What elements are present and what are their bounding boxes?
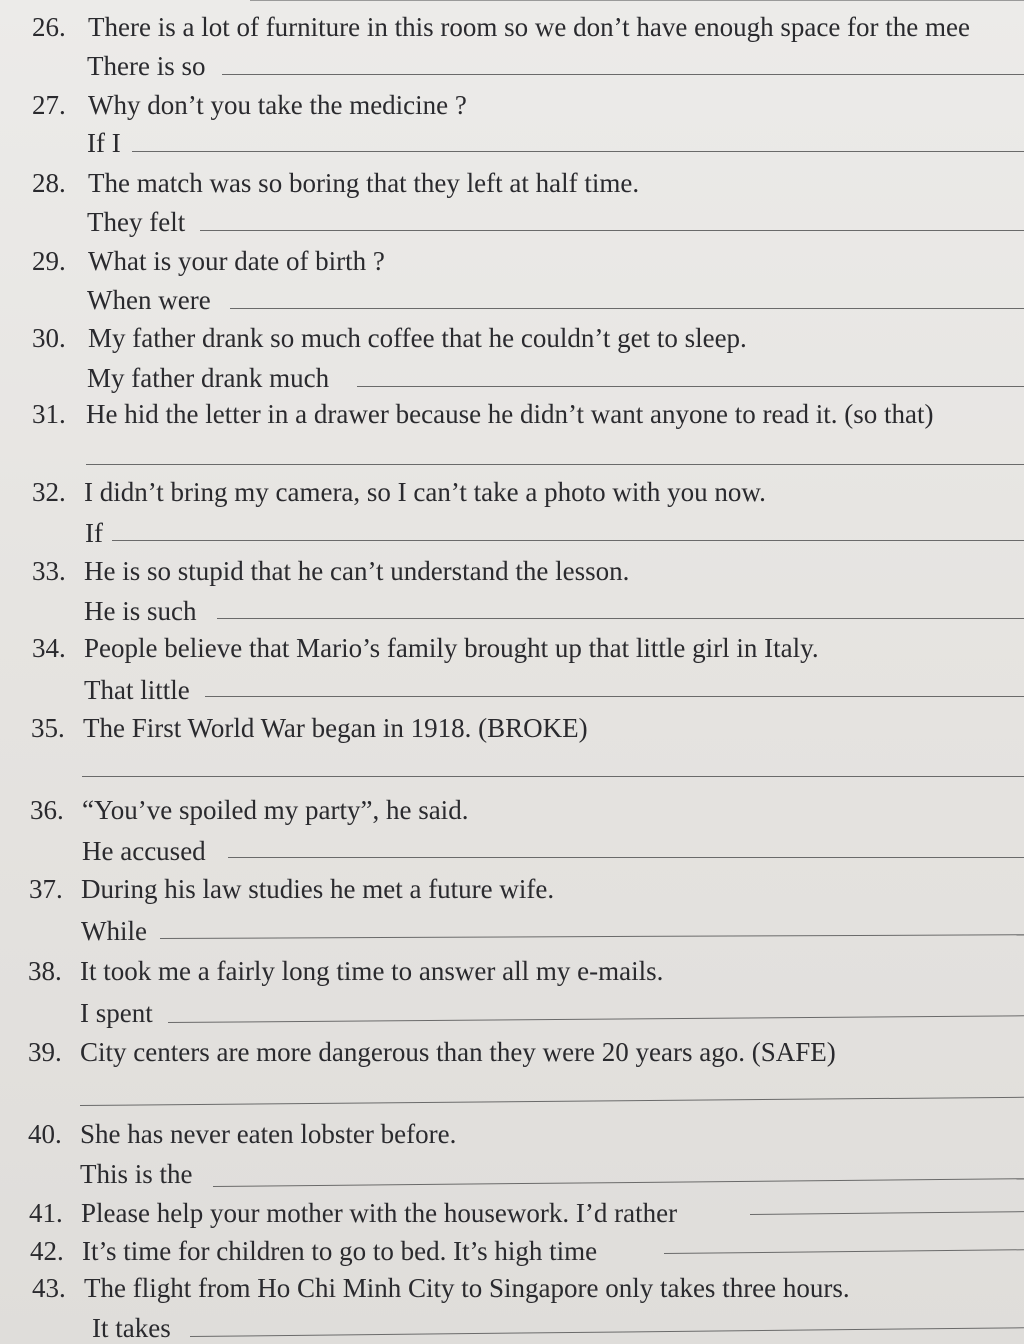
answer-prompt: That little — [84, 675, 190, 705]
exercise-sentence: City centers are more dangerous than they were 20 years ago. (SAFE) — [80, 1037, 836, 1067]
exercise-number: 34. — [32, 633, 66, 663]
exercise-number: 42. — [30, 1236, 64, 1266]
answer-blank[interactable] — [112, 540, 1024, 541]
exercise-27 — [32, 89, 467, 121]
answer-blank[interactable] — [205, 696, 1024, 697]
answer-blank[interactable] — [200, 230, 1024, 231]
answer-prompt: My father drank much — [87, 363, 330, 393]
answer-prompt: If I — [87, 128, 121, 158]
exercise-sentence: During his law studies he met a future wife. — [81, 874, 555, 904]
exercise-29 — [32, 245, 385, 277]
exercise-sentence: He hid the letter in a drawer because he didn’t want anyone to read it. (so that) — [86, 399, 934, 429]
exercise-40 — [28, 1118, 456, 1150]
exercise-sentence: Please help your mother with the housework. I’d rather — [81, 1198, 678, 1228]
top-rule — [250, 0, 1024, 1]
answer-blank[interactable] — [213, 1178, 1024, 1187]
exercise-number: 28. — [32, 168, 66, 198]
exercise-sentence: “You’ve spoiled my party”, he said. — [82, 795, 469, 825]
exercise-number: 37. — [29, 874, 63, 904]
exercise-sentence: The match was so boring that they left at half time. — [88, 168, 640, 198]
exercise-sentence: It’s time for children to go to bed. It’s high time — [82, 1236, 598, 1266]
exercise-number: 31. — [32, 399, 66, 429]
exercise-number: 26. — [32, 12, 66, 42]
exercise-sentence: I didn’t bring my camera, so I can’t take a photo with you now. — [84, 477, 766, 507]
exercise-37 — [29, 873, 554, 905]
exercise-34 — [32, 632, 819, 664]
exercise-number: 41. — [29, 1198, 63, 1228]
answer-blank[interactable] — [230, 308, 1024, 309]
exercise-number: 30. — [32, 323, 66, 353]
exercise-sentence: People believe that Mario’s family brought up that little girl in Italy. — [84, 633, 819, 663]
exercise-39 — [28, 1036, 836, 1068]
answer-blank[interactable] — [750, 1211, 1024, 1215]
exercise-number: 40. — [28, 1119, 62, 1149]
answer-prompt: When were — [87, 285, 211, 315]
exercise-number: 36. — [30, 795, 64, 825]
answer-blank[interactable] — [357, 386, 1024, 387]
exercise-38 — [28, 955, 663, 987]
exercise-26 — [32, 11, 970, 43]
exercise-sentence: What is your date of birth ? — [88, 246, 385, 276]
exercise-sentence: There is a lot of furniture in this room so we don’t have enough space for the mee — [88, 12, 970, 42]
exercise-28 — [32, 167, 639, 199]
answer-prompt: He accused — [82, 836, 206, 866]
answer-blank[interactable] — [190, 1327, 1024, 1337]
exercise-number: 43. — [32, 1273, 66, 1303]
exercise-number: 38. — [28, 956, 62, 986]
answer-blank[interactable] — [228, 857, 1024, 858]
answer-blank[interactable] — [217, 618, 1024, 619]
exercise-30 — [32, 322, 747, 354]
exercise-43 — [32, 1272, 850, 1304]
answer-blank[interactable] — [222, 74, 1024, 75]
answer-prompt: He is such — [84, 596, 197, 626]
answer-prompt: While — [81, 916, 147, 946]
answer-blank[interactable] — [664, 1249, 1024, 1254]
exercise-sentence: She has never eaten lobster before. — [80, 1119, 457, 1149]
exercise-36 — [30, 794, 468, 826]
exercise-35 — [31, 712, 588, 744]
exercise-number: 35. — [31, 713, 65, 743]
answer-blank[interactable] — [80, 1097, 1024, 1106]
exercise-41 — [29, 1197, 677, 1229]
answer-blank[interactable] — [132, 151, 1024, 152]
answer-prompt: There is so — [87, 51, 206, 81]
exercise-sentence: The flight from Ho Chi Minh City to Singapore only takes three hours. — [84, 1273, 850, 1303]
exercise-number: 27. — [32, 90, 66, 120]
answer-prompt: If — [85, 518, 103, 548]
exercise-sentence: It took me a fairly long time to answer all my e-mails. — [80, 956, 664, 986]
exercise-33 — [32, 555, 629, 587]
exercise-number: 39. — [28, 1037, 62, 1067]
answer-prompt: It takes — [92, 1313, 171, 1343]
exercise-32 — [32, 476, 766, 508]
exercise-31 — [32, 398, 933, 430]
answer-prompt: This is the — [80, 1159, 193, 1189]
answer-prompt: They felt — [87, 207, 186, 237]
answer-prompt: I spent — [80, 998, 153, 1028]
answer-blank[interactable] — [86, 464, 1024, 465]
exercise-sentence: He is so stupid that he can’t understand the lesson. — [84, 556, 630, 586]
answer-blank[interactable] — [82, 776, 1024, 777]
answer-blank[interactable] — [160, 934, 1024, 939]
exercise-number: 29. — [32, 246, 66, 276]
exercise-number: 33. — [32, 556, 66, 586]
exercise-number: 32. — [32, 477, 66, 507]
answer-blank[interactable] — [168, 1015, 1024, 1023]
exercise-sentence: Why don’t you take the medicine ? — [88, 90, 467, 120]
exercise-sentence: The First World War began in 1918. (BROKE) — [83, 713, 588, 743]
exercise-42 — [30, 1235, 597, 1267]
exercise-sentence: My father drank so much coffee that he couldn’t get to sleep. — [88, 323, 747, 353]
